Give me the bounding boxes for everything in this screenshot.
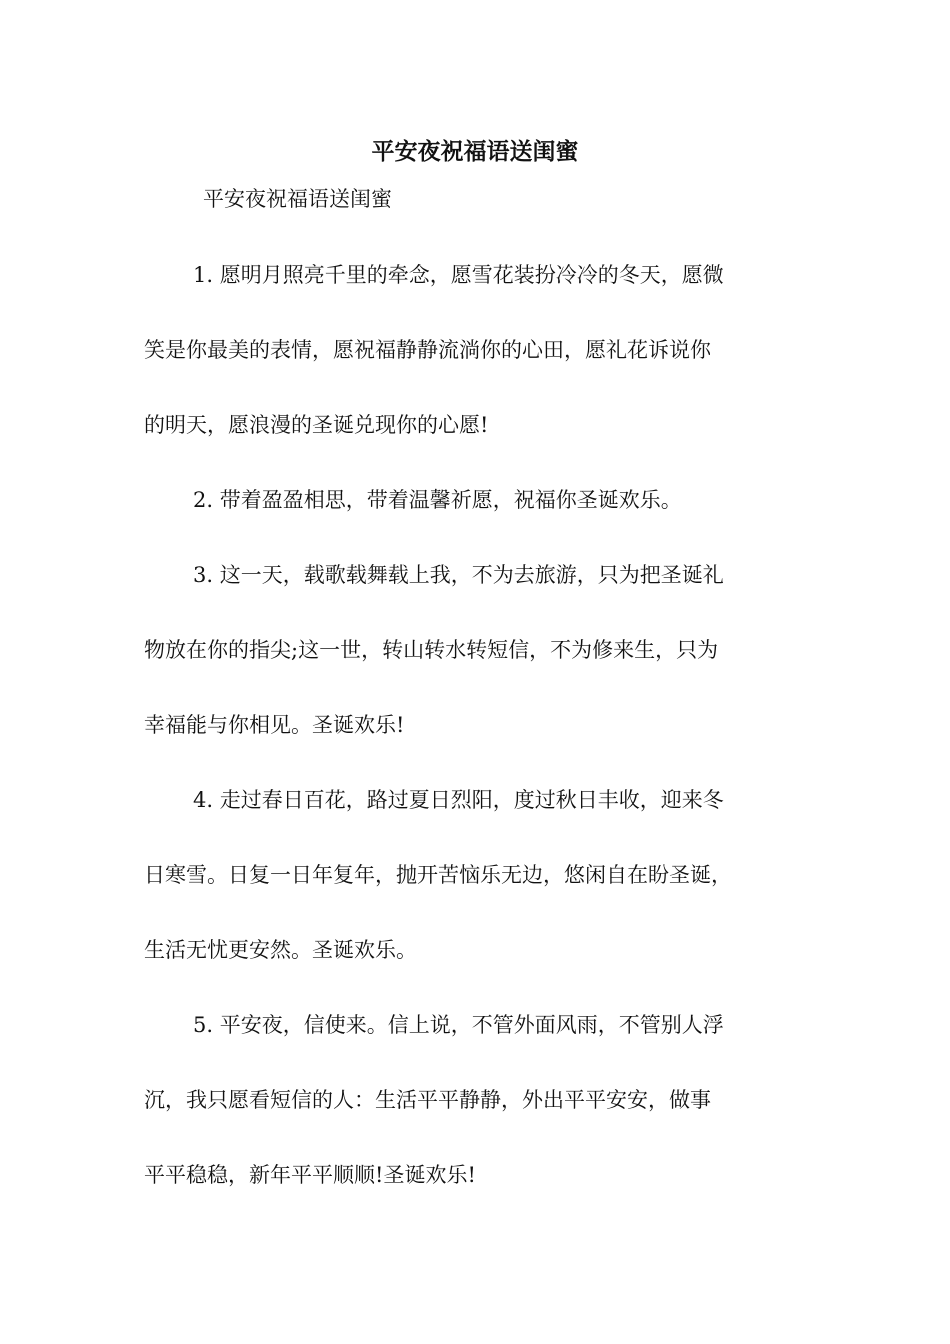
paragraph-1-line-3: 的明天，愿浪漫的圣诞兑现你的心愿! — [144, 413, 489, 437]
paragraph-5-line-2: 沉，我只愿看短信的人：生活平平静静，外出平平安安，做事 — [144, 1088, 711, 1112]
paragraph-3-line-3: 幸福能与你相见。圣诞欢乐! — [144, 713, 405, 737]
document-title: 平安夜祝福语送闺蜜 — [371, 138, 579, 165]
paragraph-3-line-2: 物放在你的指尖;这一世，转山转水转短信，不为修来生，只为 — [144, 638, 719, 662]
paragraph-4-line-2: 日寒雪。日复一日年复年，抛开苦恼乐无边，悠闲自在盼圣诞， — [144, 863, 732, 887]
paragraph-1-line-2: 笑是你最美的表情，愿祝福静静流淌你的心田，愿礼花诉说你 — [144, 338, 711, 362]
document-subtitle: 平安夜祝福语送闺蜜 — [203, 187, 392, 211]
paragraph-3-line-1: 3. 这一天，载歌载舞载上我，不为去旅游，只为把圣诞礼 — [193, 563, 724, 587]
paragraph-5-line-3: 平平稳稳，新年平平顺顺!圣诞欢乐! — [144, 1163, 476, 1187]
paragraph-5-line-1: 5. 平安夜，信使来。信上说，不管外面风雨，不管别人浮 — [193, 1013, 724, 1037]
paragraph-4-line-3: 生活无忧更安然。圣诞欢乐。 — [144, 938, 417, 962]
paragraph-4-line-1: 4. 走过春日百花，路过夏日烈阳，度过秋日丰收，迎来冬 — [193, 788, 724, 812]
paragraph-2-line-1: 2. 带着盈盈相思，带着温馨祈愿，祝福你圣诞欢乐。 — [193, 488, 682, 512]
paragraph-1-line-1: 1. 愿明月照亮千里的牵念，愿雪花装扮冷冷的冬天，愿微 — [193, 263, 724, 287]
